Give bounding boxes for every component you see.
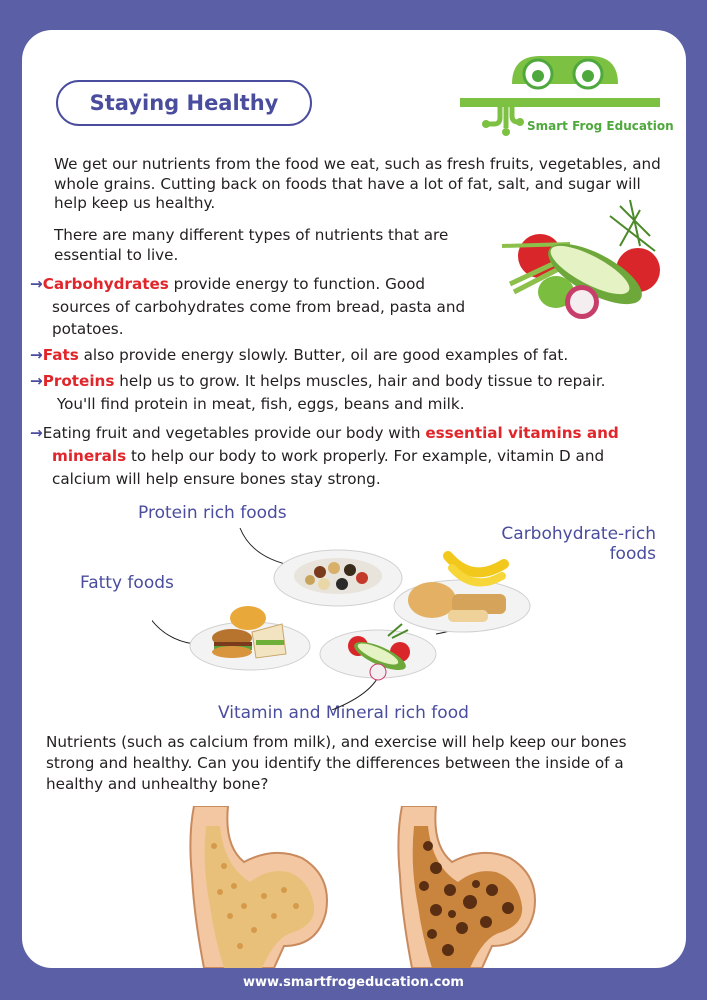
logo-text: Smart Frog Education [527, 119, 674, 133]
carbohydrates-line2: sources of carbohydrates come from bread, pasta and [52, 298, 466, 316]
healthy-bone-image [184, 806, 334, 968]
label-fatty-foods: Fatty foods [80, 573, 174, 593]
arrow-icon: → [30, 424, 43, 442]
arrow-icon: → [30, 346, 43, 364]
carbohydrates-line3: potatoes. [52, 320, 124, 338]
label-vitamin-foods: Vitamin and Mineral rich food [218, 703, 469, 723]
unhealthy-bone-image [392, 806, 542, 968]
footer-url[interactable]: www.smartfrogeducation.com [243, 975, 464, 990]
nutrients-intro: There are many different types of nutrients that are essential to live. [54, 226, 449, 264]
arrow-icon: → [30, 275, 43, 293]
proteins-item: →Proteins help us to grow. It helps muscles, hair and body tissue to repair. [30, 372, 606, 390]
food-plates-diagram [152, 520, 532, 710]
title-badge [56, 80, 312, 126]
arrow-icon: → [30, 372, 43, 390]
proteins-line2: You'll find protein in meat, fish, eggs, beans and milk. [52, 395, 465, 413]
worksheet-card [22, 30, 686, 968]
smart-frog-logo [460, 54, 660, 154]
intro-paragraph: We get our nutrients from the food we eat, such as fresh fruits, vegetables, and whole grains. Cutting back on foods that have a lot of fat, salt, and sugar will help keep us healthy. [54, 155, 661, 212]
vitamins-item: →Eating fruit and vegetables provide our body with essential vitamins and [30, 424, 619, 442]
vitamins-line2: minerals to help our body to work properly. For example, vitamin D and [52, 447, 605, 465]
label-protein-foods: Protein rich foods [138, 503, 287, 523]
bones-paragraph: Nutrients (such as calcium from milk), and exercise will help keep our bones strong and healthy. Can you identify the differences between the inside of a healthy and unhealthy bone? [46, 733, 627, 793]
carbohydrates-item: →Carbohydrates provide energy to function. Good [30, 275, 426, 293]
vitamins-line3: calcium will help ensure bones stay strong. [52, 470, 381, 488]
label-carbohydrate-foods: Carbohydrate-rich foods [501, 524, 656, 564]
page-title: Staying Healthy [89, 91, 279, 115]
vegetables-image [500, 196, 672, 320]
fats-item: →Fats also provide energy slowly. Butter, oil are good examples of fat. [30, 346, 569, 364]
